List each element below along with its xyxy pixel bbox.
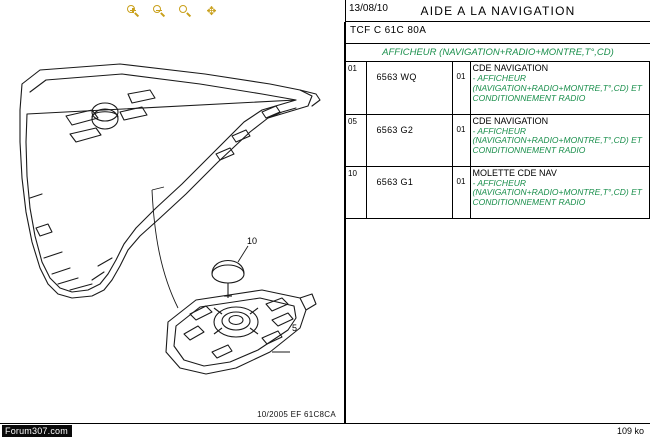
table-row[interactable]: [346, 166, 650, 218]
parts-table: [346, 62, 650, 219]
zoom-out-icon[interactable]: [152, 4, 167, 19]
parts-panel: [345, 0, 650, 423]
pan-icon[interactable]: ✥: [206, 3, 217, 18]
row-index-cell: [346, 62, 366, 114]
row-ref-cell: [366, 62, 452, 114]
panel-title: AIDE A LA NAVIGATION: [420, 3, 576, 18]
row-desc-cell: [470, 62, 650, 114]
site-watermark: Forum307.com: [2, 425, 72, 437]
row-index: 10: [348, 168, 357, 178]
row-qty: 01: [456, 72, 466, 81]
row-desc-main: MOLETTE CDE NAV: [472, 167, 557, 178]
row-ref: 6563 G2: [376, 124, 414, 135]
row-qty: 01: [456, 124, 466, 134]
technical-drawing: [0, 22, 345, 423]
row-qty-cell: [452, 114, 470, 166]
row-desc-main: CDE NAVIGATION: [472, 63, 549, 73]
row-desc-sub: - AFFICHEUR (NAVIGATION+RADIO+MONTRE,T°,CD) ET CONDITIONNEMENT RADIO: [472, 177, 642, 208]
row-desc-cell: [470, 166, 650, 218]
zoom-fit-icon[interactable]: [178, 4, 193, 19]
row-ref-cell: [366, 166, 452, 218]
panel-meta-row: [346, 22, 650, 44]
row-desc-main: CDE NAVIGATION: [472, 115, 549, 126]
zoom-in-icon[interactable]: [126, 4, 141, 19]
row-index-cell: [346, 114, 366, 166]
panel-group-title: AFFICHEUR (NAVIGATION+RADIO+MONTRE,T°,CD): [346, 44, 650, 62]
drawing-date-code: 10/2005 EF 61C8CA: [257, 410, 336, 419]
drawing-svg: [0, 22, 344, 422]
document-date: 13/08/10: [349, 3, 388, 14]
panel-ref-code: TCF C 61C 80A: [350, 25, 427, 36]
row-ref-cell: [366, 114, 452, 166]
row-desc-sub: - AFFICHEUR (NAVIGATION+RADIO+MONTRE,T°,CD) ET CONDITIONNEMENT RADIO: [472, 73, 642, 103]
row-qty-cell: [452, 166, 470, 218]
callout-10: 10: [247, 236, 258, 246]
panel-header: [346, 0, 650, 22]
row-ref: 6563 G1: [376, 176, 414, 187]
row-index: 05: [348, 116, 357, 126]
table-row[interactable]: [346, 62, 650, 114]
row-desc-sub: - AFFICHEUR (NAVIGATION+RADIO+MONTRE,T°,CD) ET CONDITIONNEMENT RADIO: [472, 125, 642, 156]
footer-bar: [0, 423, 650, 439]
viewer-toolbar: [0, 0, 345, 22]
row-ref: 6563 WQ: [376, 72, 417, 82]
row-desc-cell: [470, 114, 650, 166]
callout-5: 5: [292, 323, 298, 333]
row-qty-cell: [452, 62, 470, 114]
row-index: 01: [348, 64, 357, 73]
file-size-label: 109 ko: [616, 426, 644, 436]
row-qty: 01: [456, 176, 466, 186]
table-row[interactable]: [346, 114, 650, 166]
row-index-cell: [346, 166, 366, 218]
